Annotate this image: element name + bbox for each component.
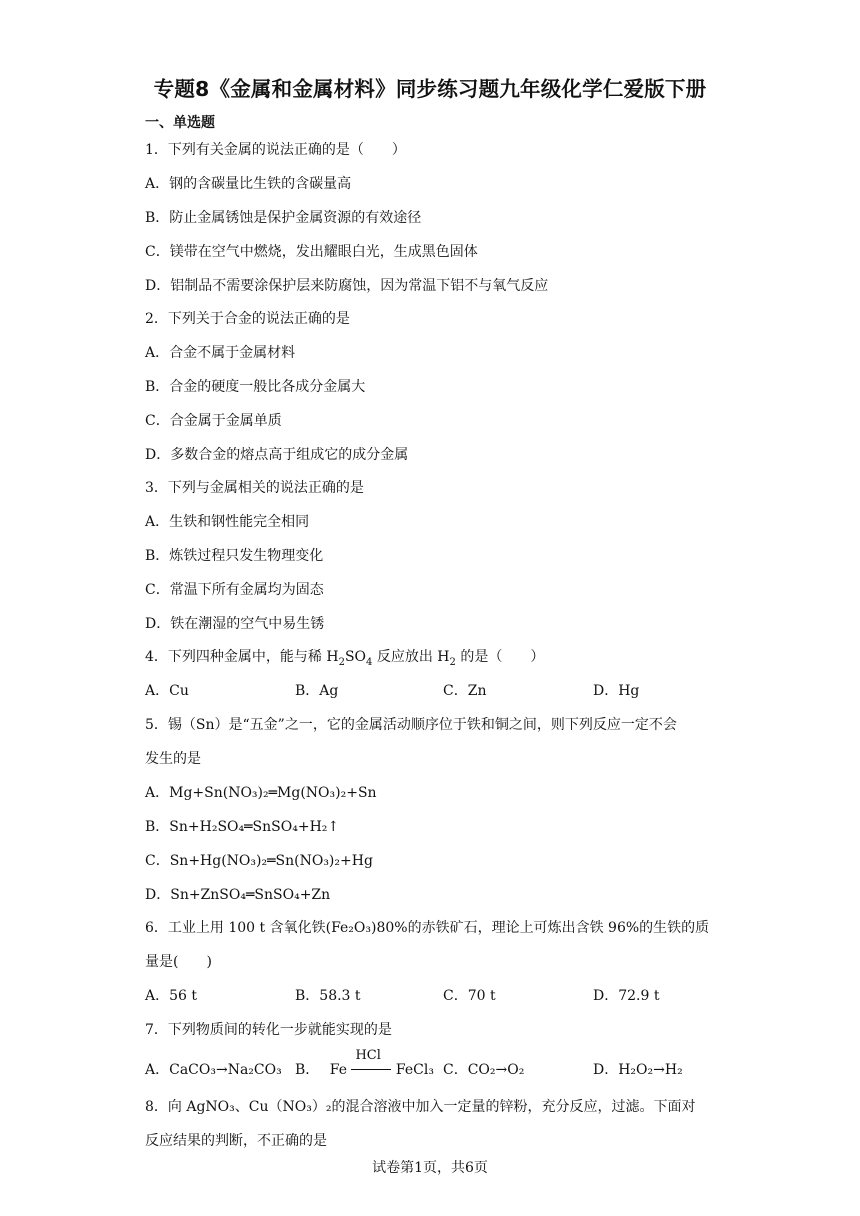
question-2-option-b: B．合金的硬度一般比各成分金属大 bbox=[145, 379, 366, 395]
question-7-option-a: A．CaCO₃→Na₂CO₃ bbox=[145, 1062, 282, 1078]
question-2-option-d: D．多数合金的熔点高于组成它的成分金属 bbox=[145, 447, 409, 463]
question-2-option-c: C．合金属于金属单质 bbox=[145, 413, 282, 429]
question-1-option-c: C．镁带在空气中燃烧，发出耀眼白光，生成黑色固体 bbox=[145, 244, 478, 260]
page-footer: 试卷第1页，共6页 bbox=[372, 1160, 488, 1176]
question-5-stem-line-1: 5．锡（Sn）是“五金”之一，它的金属活动顺序位于铁和铜之间，则下列反应一定不会 bbox=[145, 717, 677, 733]
question-4-option-d: D．Hg bbox=[593, 683, 640, 699]
question-7-option-c: C．CO₂→O₂ bbox=[443, 1062, 525, 1078]
arrow-line bbox=[351, 1069, 391, 1070]
question-3-option-b: B．炼铁过程只发生物理变化 bbox=[145, 548, 324, 564]
question-6-stem-line-1: 6．工业上用 100 t 含氧化铁(Fe₂O₃)80%的赤铁矿石，理论上可炼出含铁 96%的生铁的质 bbox=[145, 920, 710, 936]
question-5-option-a: A．Mg+Sn(NO₃)₂═Mg(NO₃)₂+Sn bbox=[145, 785, 377, 801]
question-7-option-d: D．H₂O₂→H₂ bbox=[593, 1062, 683, 1078]
question-4-stem-part: 反应放出 H bbox=[372, 649, 450, 665]
subscript: 4 bbox=[366, 656, 373, 668]
option-label: B． bbox=[295, 1062, 320, 1078]
question-6-option-b: B．58.3 t bbox=[295, 988, 361, 1004]
question-4-option-a: A．Cu bbox=[145, 683, 189, 699]
question-5-option-b: B．Sn+H₂SO₄═SnSO₄+H₂↑ bbox=[145, 819, 340, 835]
question-6-stem-line-2: 量是( ) bbox=[145, 954, 212, 970]
product: FeCl₃ bbox=[395, 1062, 434, 1078]
question-6-option-a: A．56 t bbox=[145, 988, 198, 1004]
question-1-option-d: D．铝制品不需要涂保护层来防腐蚀，因为常温下铝不与氧气反应 bbox=[145, 278, 549, 294]
reactant: Fe bbox=[329, 1062, 347, 1078]
question-3-option-a: A．生铁和钢性能完全相同 bbox=[145, 514, 310, 530]
subscript: 2 bbox=[449, 656, 456, 668]
reagent-label: HCl bbox=[355, 1048, 381, 1063]
question-5-option-c: C．Sn+Hg(NO₃)₂═Sn(NO₃)₂+Hg bbox=[145, 853, 373, 869]
question-3-stem: 3．下列与金属相关的说法正确的是 bbox=[145, 480, 364, 496]
question-2-option-a: A．合金不属于金属材料 bbox=[145, 345, 296, 361]
section-heading: 一、单选题 bbox=[145, 115, 215, 131]
question-4-stem-part: 4．下列四种金属中，能与稀 H bbox=[145, 649, 339, 665]
page-title: 专题8《金属和金属材料》同步练习题九年级化学仁爱版下册 bbox=[153, 77, 707, 101]
question-5-option-d: D．Sn+ZnSO₄═SnSO₄+Zn bbox=[145, 887, 331, 903]
question-4-option-b: B．Ag bbox=[295, 683, 339, 699]
question-4-stem-part: SO bbox=[344, 649, 367, 665]
question-2-stem: 2．下列关于合金的说法正确的是 bbox=[145, 311, 350, 327]
question-8-stem-line-2: 反应结果的判断，不正确的是 bbox=[145, 1133, 327, 1149]
question-5-stem-line-2: 发生的是 bbox=[145, 751, 201, 767]
question-8-stem-line-1: 8．向 AgNO₃、Cu（NO₃）₂的混合溶液中加入一定量的锌粉，充分反应，过滤。下面对 bbox=[145, 1099, 696, 1115]
question-1-option-a: A．钢的含碳量比生铁的含碳量高 bbox=[145, 176, 352, 192]
question-4-option-c: C．Zn bbox=[443, 683, 487, 699]
question-6-option-d: D．72.9 t bbox=[593, 988, 660, 1004]
question-3-option-c: C．常温下所有金属均为固态 bbox=[145, 582, 324, 598]
question-6-option-c: C．70 t bbox=[443, 988, 496, 1004]
question-7-stem: 7．下列物质间的转化一步就能实现的是 bbox=[145, 1022, 392, 1038]
reaction-arrow bbox=[351, 1048, 391, 1080]
question-7-option-b bbox=[295, 1048, 434, 1080]
question-1-option-b: B．防止金属锈蚀是保护金属资源的有效途径 bbox=[145, 210, 422, 226]
subscript: 2 bbox=[338, 656, 345, 668]
question-4-stem-part: 的是（ ） bbox=[455, 649, 545, 665]
question-1-stem: 1．下列有关金属的说法正确的是（ ） bbox=[145, 142, 406, 158]
question-4-stem bbox=[145, 647, 544, 673]
question-3-option-d: D．铁在潮湿的空气中易生锈 bbox=[145, 616, 325, 632]
